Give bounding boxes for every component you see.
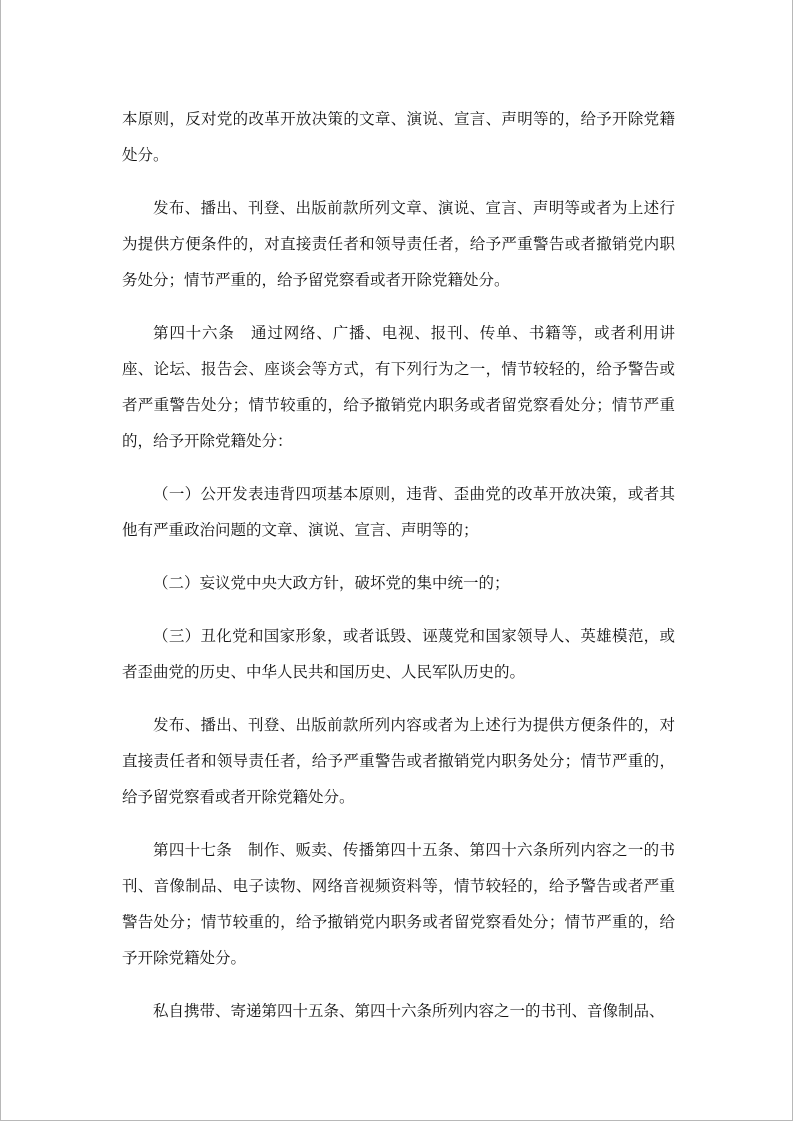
paragraph-continuation: 本原则，反对党的改革开放决策的文章、演说、宣言、声明等的，给予开除党籍处分。 <box>122 110 675 164</box>
paragraph: 发布、播出、刊登、出版前款所列内容或者为上述行为提供方便条件的，对直接责任者和领导责任者，给予严重警告或者撤销党内职务处分；情节严重的，给予留党察看或者开除党籍处分。 <box>122 716 675 806</box>
document-body <box>122 101 675 1046</box>
paragraph: 发布、播出、刊登、出版前款所列文章、演说、宣言、声明等或者为上述行为提供方便条件的，对直接责任者和领导责任者，给予严重警告或者撤销党内职务处分；情节严重的，给予留党察看或者开除党籍处分。 <box>122 199 675 289</box>
article-46-paragraph: 第四十六条 通过网络、广播、电视、报刊、传单、书籍等，或者利用讲座、论坛、报告会、座谈会等方式，有下列行为之一，情节较轻的，给予警告或者严重警告处分；情节较重的，给予撤销党内职务或者留党察看处分；情节严重的，给予开除党籍处分： <box>122 324 675 450</box>
list-item-2: （二）妄议党中央大政方针，破坏党的集中统一的； <box>153 574 510 592</box>
list-item-3: （三）丑化党和国家形象，或者诋毁、诬蔑党和国家领导人、英雄模范，或者歪曲党的历史、中华人民共和国历史、人民军队历史的。 <box>122 627 675 681</box>
article-47-paragraph: 第四十七条 制作、贩卖、传播第四十五条、第四十六条所列内容之一的书刊、音像制品、电子读物、网络音视频资料等，情节较轻的，给予警告或者严重警告处分；情节较重的，给予撤销党内职务或者留党察看处分；情节严重的，给予开除党籍处分。 <box>122 841 675 967</box>
paragraph: 私自携带、寄递第四十五条、第四十六条所列内容之一的书刊、音像制品、 <box>153 1002 665 1020</box>
list-item-1: （一）公开发表违背四项基本原则，违背、歪曲党的改革开放决策，或者其他有严重政治问题的文章、演说、宣言、声明等的； <box>122 485 675 539</box>
